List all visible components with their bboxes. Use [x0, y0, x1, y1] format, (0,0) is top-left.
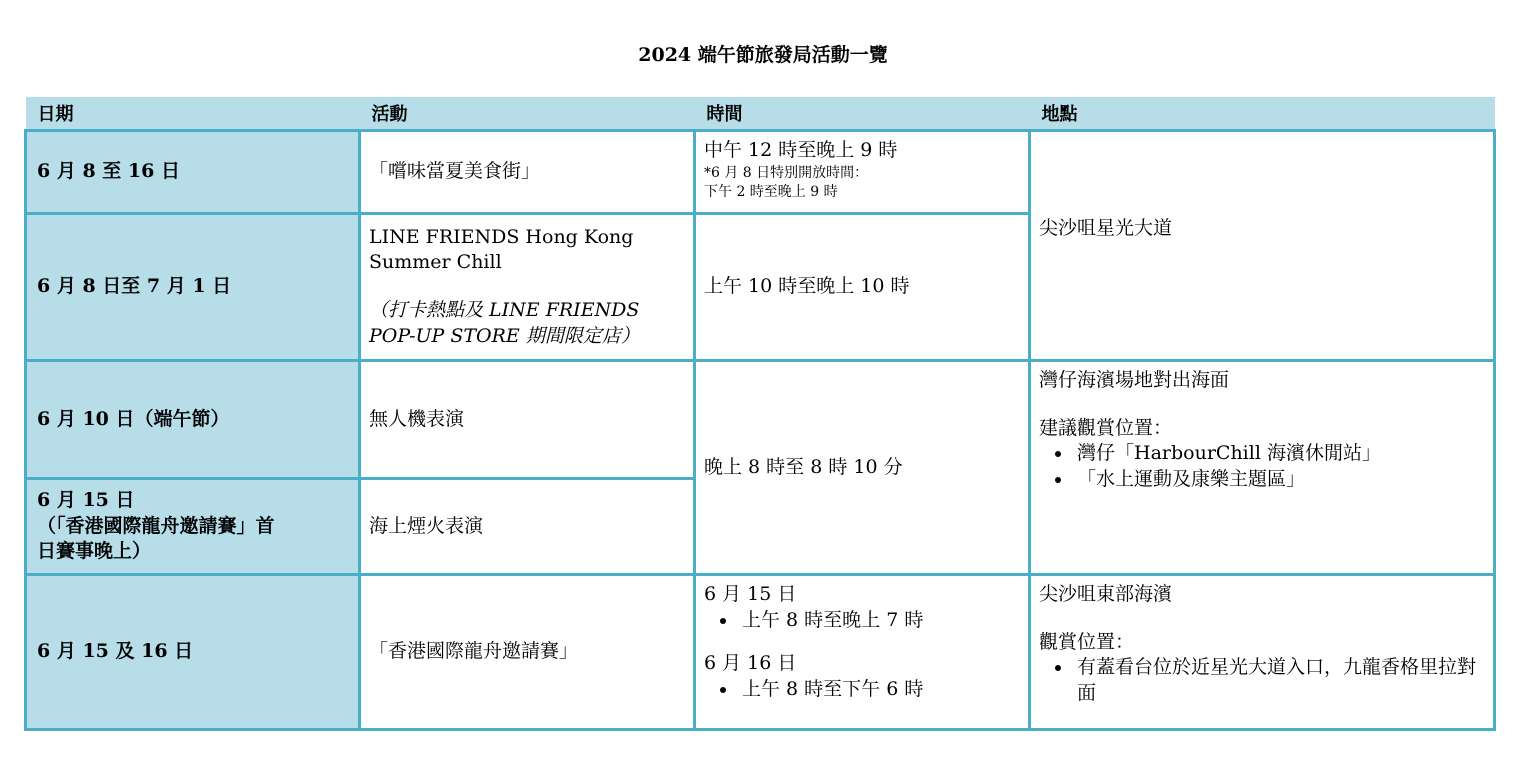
list-item: • 有蓋看台位於近星光大道入口，九龍香格里拉對面	[1073, 655, 1485, 706]
activity-line: LINE FRIENDS Hong Kong	[369, 225, 634, 248]
date-line: 6 月 15 日	[37, 489, 135, 512]
time-cell	[695, 131, 1030, 214]
viewing-label: 觀賞位置：	[1039, 630, 1135, 653]
time-day: 6 月 16 日	[704, 652, 797, 675]
list-item: • 灣仔「HarbourChill 海濱休閒站」	[1073, 441, 1485, 467]
time-note: 下午 2 時至晚上 9 時	[704, 183, 838, 200]
header-time: 時間	[695, 97, 1030, 131]
date-cell	[26, 479, 360, 575]
list-item: • 上午 8 時至下午 6 時	[738, 677, 1020, 703]
activity-subtitle: （打卡熱點及 LINE FRIENDS	[369, 299, 640, 321]
date-line: （「香港國際龍舟邀請賽」首	[37, 514, 275, 537]
list-item: • 上午 8 時至晚上 7 時	[738, 608, 1020, 634]
time-cell	[695, 575, 1030, 730]
time-text: 中午 12 時至晚上 9 時	[704, 139, 898, 161]
activity-cell: 「嚐味當夏美食街」	[360, 131, 695, 214]
header-activity: 活動	[360, 97, 695, 131]
list-item: • 「水上運動及康樂主題區」	[1073, 467, 1485, 493]
viewing-list	[1039, 441, 1485, 492]
table-row	[26, 131, 1495, 214]
time-list	[704, 608, 1020, 634]
events-table	[24, 97, 1496, 731]
table-row	[26, 575, 1495, 730]
time-day: 6 月 15 日	[704, 583, 797, 605]
viewing-list	[1039, 655, 1485, 706]
date-cell: 6 月 10 日（端午節）	[26, 361, 360, 479]
location-cell	[1030, 361, 1495, 575]
table-row	[26, 361, 1495, 479]
page-title: 2024 端午節旅發局活動一覽	[638, 44, 888, 66]
activity-cell: 海上煙火表演	[360, 479, 695, 575]
location-cell	[1030, 575, 1495, 730]
time-cell: 晚上 8 時至 8 時 10 分	[695, 361, 1030, 575]
activity-cell: 無人機表演	[360, 361, 695, 479]
header-location: 地點	[1030, 97, 1495, 131]
location-text: 尖沙咀星光大道	[1039, 216, 1173, 239]
date-cell: 6 月 8 至 16 日	[26, 131, 360, 214]
location-cell	[1030, 131, 1495, 361]
location-text: 尖沙咀東部海濱	[1039, 583, 1173, 605]
header-date: 日期	[26, 97, 360, 131]
date-cell: 6 月 15 及 16 日	[26, 575, 360, 730]
date-line: 日賽事晚上）	[37, 540, 152, 563]
viewing-label: 建議觀賞位置：	[1039, 416, 1173, 439]
table-header-row	[26, 97, 1495, 131]
time-cell: 上午 10 時至晚上 10 時	[695, 214, 1030, 361]
time-list	[704, 677, 1020, 703]
date-cell: 6 月 8 日至 7 月 1 日	[26, 214, 360, 361]
activity-cell: 「香港國際龍舟邀請賽」	[360, 575, 695, 730]
activity-cell	[360, 214, 695, 361]
activity-subtitle: POP-UP STORE 期間限定店）	[369, 324, 640, 347]
time-note: *6 月 8 日特別開放時間：	[704, 164, 869, 181]
activity-line: Summer Chill	[369, 251, 502, 274]
location-text: 灣仔海濱場地對出海面	[1039, 369, 1230, 391]
